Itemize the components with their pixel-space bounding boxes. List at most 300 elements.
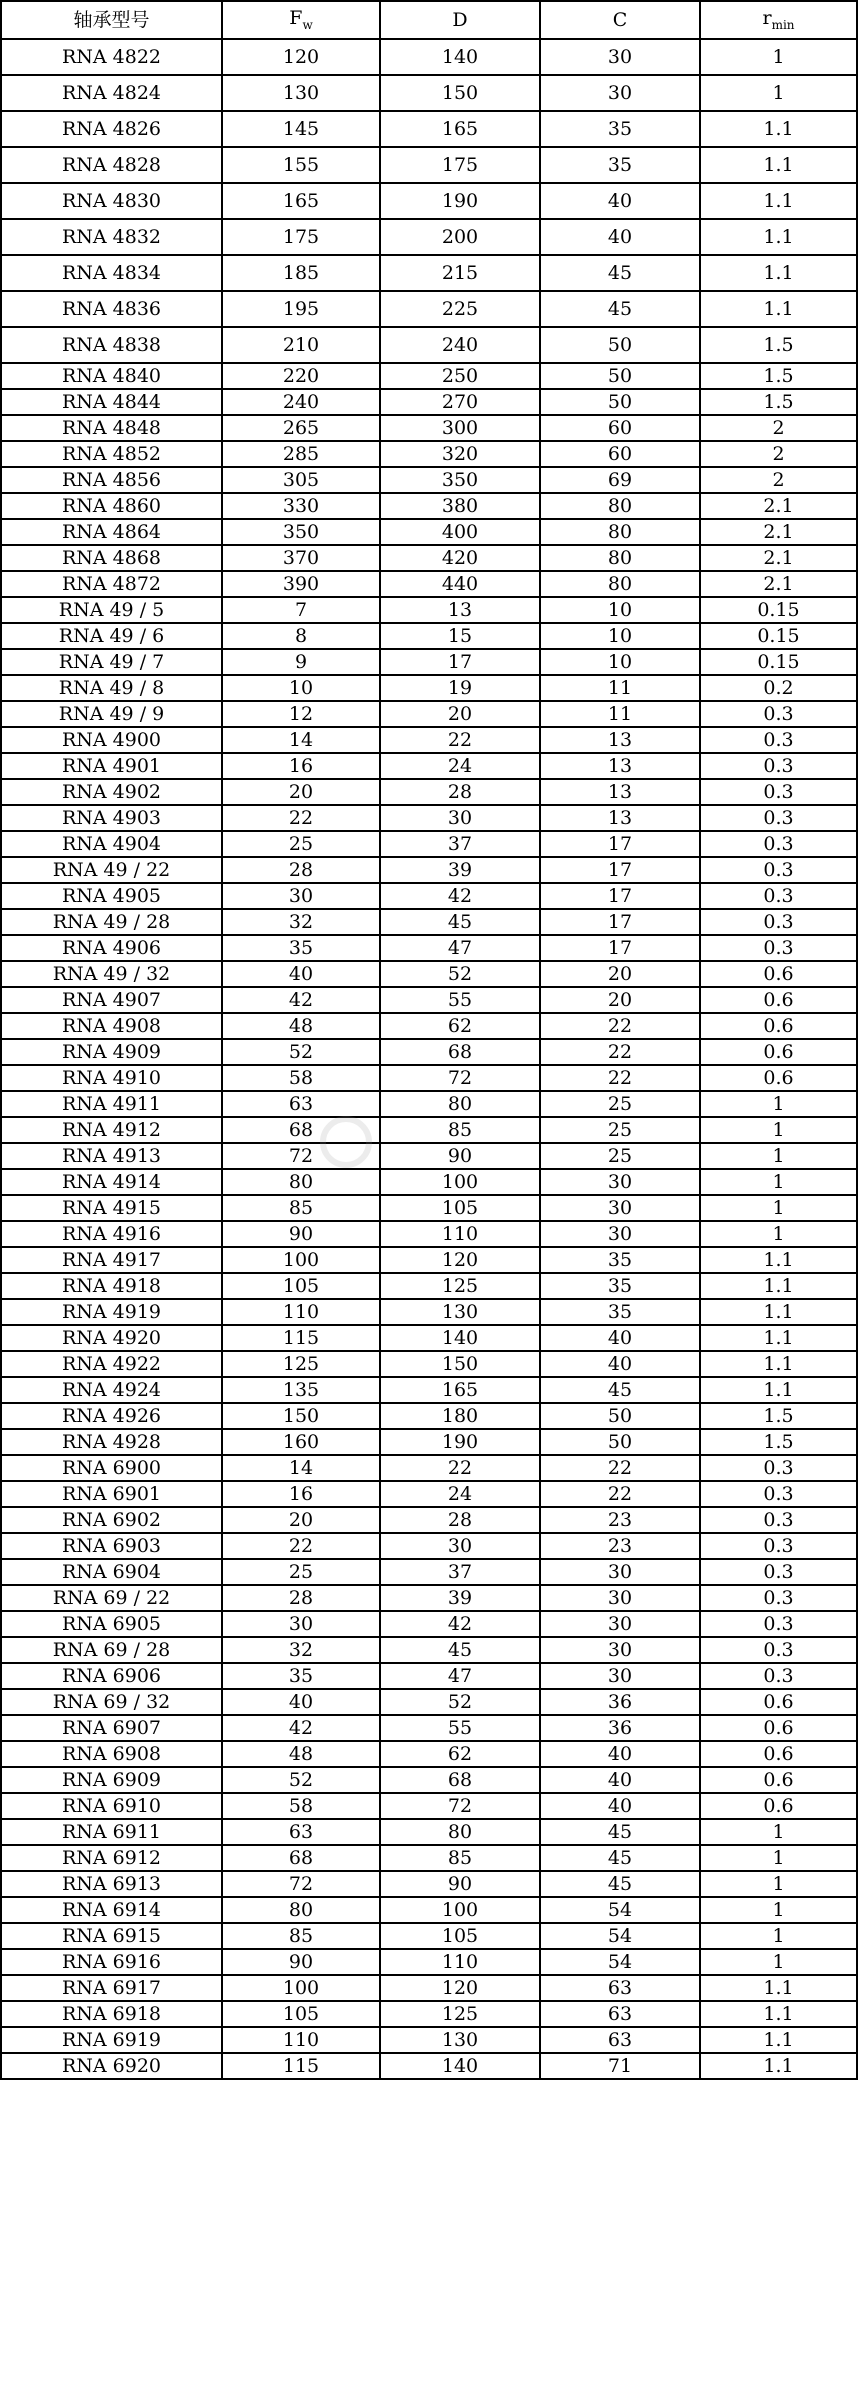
cell-rmin: 0.3: [700, 779, 857, 805]
cell-rmin: 1.1: [700, 1299, 857, 1325]
cell-d: 105: [380, 1923, 540, 1949]
cell-bearing-model: RNA 4904: [1, 831, 222, 857]
cell-bearing-model: RNA 4907: [1, 987, 222, 1013]
cell-c: 54: [540, 1897, 700, 1923]
cell-fw: 115: [222, 2053, 380, 2079]
cell-d: 90: [380, 1871, 540, 1897]
table-row: [1, 1481, 857, 1507]
cell-bearing-model: RNA 4902: [1, 779, 222, 805]
table-row: [1, 363, 857, 389]
cell-rmin: 1.5: [700, 389, 857, 415]
cell-rmin: 1: [700, 1897, 857, 1923]
cell-fw: 16: [222, 753, 380, 779]
cell-fw: 160: [222, 1429, 380, 1455]
cell-rmin: 0.3: [700, 805, 857, 831]
table-row: [1, 701, 857, 727]
table-row: [1, 545, 857, 571]
cell-bearing-model: RNA 4901: [1, 753, 222, 779]
table-row: [1, 1117, 857, 1143]
cell-rmin: 0.3: [700, 1533, 857, 1559]
cell-fw: 30: [222, 1611, 380, 1637]
cell-bearing-model: RNA 6915: [1, 1923, 222, 1949]
cell-c: 17: [540, 935, 700, 961]
cell-rmin: 0.6: [700, 961, 857, 987]
cell-c: 30: [540, 39, 700, 75]
cell-rmin: 2.1: [700, 545, 857, 571]
cell-fw: 52: [222, 1039, 380, 1065]
table-row: [1, 1429, 857, 1455]
cell-d: 39: [380, 1585, 540, 1611]
cell-c: 17: [540, 831, 700, 857]
cell-d: 28: [380, 1507, 540, 1533]
cell-bearing-model: RNA 4926: [1, 1403, 222, 1429]
cell-rmin: 1.1: [700, 1351, 857, 1377]
cell-c: 10: [540, 649, 700, 675]
table-row: [1, 1299, 857, 1325]
cell-d: 20: [380, 701, 540, 727]
table-row: [1, 2027, 857, 2053]
cell-d: 165: [380, 111, 540, 147]
cell-d: 90: [380, 1143, 540, 1169]
header-c: C: [540, 1, 700, 39]
cell-c: 30: [540, 1611, 700, 1637]
cell-fw: 22: [222, 805, 380, 831]
cell-c: 17: [540, 857, 700, 883]
cell-c: 30: [540, 75, 700, 111]
table-row: [1, 219, 857, 255]
cell-bearing-model: RNA 4909: [1, 1039, 222, 1065]
cell-d: 85: [380, 1845, 540, 1871]
cell-fw: 63: [222, 1091, 380, 1117]
cell-d: 125: [380, 2001, 540, 2027]
table-row: [1, 519, 857, 545]
cell-bearing-model: RNA 4826: [1, 111, 222, 147]
table-row: [1, 1637, 857, 1663]
cell-rmin: 1.1: [700, 219, 857, 255]
cell-d: 190: [380, 183, 540, 219]
cell-bearing-model: RNA 49 / 6: [1, 623, 222, 649]
cell-rmin: 1.1: [700, 1325, 857, 1351]
cell-bearing-model: RNA 69 / 22: [1, 1585, 222, 1611]
cell-c: 50: [540, 1403, 700, 1429]
cell-d: 28: [380, 779, 540, 805]
table-row: [1, 39, 857, 75]
cell-d: 42: [380, 1611, 540, 1637]
cell-c: 54: [540, 1949, 700, 1975]
cell-c: 80: [540, 493, 700, 519]
cell-fw: 40: [222, 1689, 380, 1715]
cell-d: 140: [380, 2053, 540, 2079]
cell-c: 30: [540, 1585, 700, 1611]
cell-bearing-model: RNA 4906: [1, 935, 222, 961]
cell-c: 69: [540, 467, 700, 493]
cell-bearing-model: RNA 4917: [1, 1247, 222, 1273]
cell-bearing-model: RNA 4872: [1, 571, 222, 597]
table-row: [1, 649, 857, 675]
cell-d: 250: [380, 363, 540, 389]
cell-fw: 16: [222, 1481, 380, 1507]
header-r-subscript: min: [771, 18, 795, 32]
cell-fw: 135: [222, 1377, 380, 1403]
cell-bearing-model: RNA 6913: [1, 1871, 222, 1897]
cell-c: 30: [540, 1637, 700, 1663]
cell-fw: 35: [222, 1663, 380, 1689]
cell-d: 100: [380, 1169, 540, 1195]
cell-d: 52: [380, 1689, 540, 1715]
cell-fw: 90: [222, 1221, 380, 1247]
table-row: [1, 327, 857, 363]
table-row: [1, 1403, 857, 1429]
cell-c: 23: [540, 1507, 700, 1533]
cell-rmin: 0.15: [700, 649, 857, 675]
cell-d: 140: [380, 1325, 540, 1351]
cell-c: 45: [540, 255, 700, 291]
cell-rmin: 2: [700, 441, 857, 467]
cell-rmin: 2.1: [700, 571, 857, 597]
cell-bearing-model: RNA 4911: [1, 1091, 222, 1117]
cell-fw: 155: [222, 147, 380, 183]
cell-fw: 30: [222, 883, 380, 909]
cell-fw: 35: [222, 935, 380, 961]
cell-bearing-model: RNA 4928: [1, 1429, 222, 1455]
cell-fw: 90: [222, 1949, 380, 1975]
cell-rmin: 0.3: [700, 1611, 857, 1637]
cell-d: 270: [380, 389, 540, 415]
cell-rmin: 0.3: [700, 1663, 857, 1689]
cell-rmin: 1: [700, 75, 857, 111]
cell-d: 400: [380, 519, 540, 545]
table-row: [1, 753, 857, 779]
cell-c: 45: [540, 1819, 700, 1845]
cell-c: 45: [540, 1377, 700, 1403]
cell-fw: 240: [222, 389, 380, 415]
cell-fw: 32: [222, 909, 380, 935]
table-row: [1, 1065, 857, 1091]
cell-fw: 52: [222, 1767, 380, 1793]
cell-c: 35: [540, 111, 700, 147]
cell-rmin: 1: [700, 1117, 857, 1143]
header-d: D: [380, 1, 540, 39]
cell-fw: 32: [222, 1637, 380, 1663]
cell-bearing-model: RNA 6903: [1, 1533, 222, 1559]
cell-rmin: 1.1: [700, 147, 857, 183]
cell-fw: 8: [222, 623, 380, 649]
cell-rmin: 1.1: [700, 1975, 857, 2001]
cell-fw: 390: [222, 571, 380, 597]
cell-fw: 14: [222, 727, 380, 753]
cell-c: 50: [540, 1429, 700, 1455]
cell-fw: 195: [222, 291, 380, 327]
cell-d: 175: [380, 147, 540, 183]
cell-d: 62: [380, 1013, 540, 1039]
cell-bearing-model: RNA 6905: [1, 1611, 222, 1637]
table-row: [1, 1351, 857, 1377]
cell-d: 68: [380, 1039, 540, 1065]
cell-c: 25: [540, 1117, 700, 1143]
cell-bearing-model: RNA 49 / 22: [1, 857, 222, 883]
table-row: [1, 1871, 857, 1897]
cell-fw: 105: [222, 2001, 380, 2027]
cell-c: 40: [540, 1767, 700, 1793]
cell-c: 30: [540, 1559, 700, 1585]
cell-c: 25: [540, 1143, 700, 1169]
header-fw: [222, 1, 380, 39]
table-row: [1, 291, 857, 327]
table-header: [1, 1, 857, 39]
cell-d: 30: [380, 805, 540, 831]
cell-c: 13: [540, 779, 700, 805]
cell-c: 22: [540, 1039, 700, 1065]
cell-d: 130: [380, 2027, 540, 2053]
cell-d: 30: [380, 1533, 540, 1559]
table-row: [1, 831, 857, 857]
cell-rmin: 0.3: [700, 857, 857, 883]
cell-rmin: 1: [700, 1091, 857, 1117]
table-row: [1, 183, 857, 219]
cell-c: 40: [540, 219, 700, 255]
cell-fw: 210: [222, 327, 380, 363]
cell-rmin: 1.1: [700, 111, 857, 147]
cell-bearing-model: RNA 4848: [1, 415, 222, 441]
cell-bearing-model: RNA 4824: [1, 75, 222, 111]
cell-bearing-model: RNA 49 / 7: [1, 649, 222, 675]
cell-d: 22: [380, 1455, 540, 1481]
cell-rmin: 0.3: [700, 1585, 857, 1611]
table-row: [1, 1273, 857, 1299]
cell-c: 13: [540, 805, 700, 831]
cell-c: 35: [540, 1247, 700, 1273]
cell-c: 40: [540, 1741, 700, 1767]
cell-c: 30: [540, 1195, 700, 1221]
cell-fw: 85: [222, 1195, 380, 1221]
cell-bearing-model: RNA 6911: [1, 1819, 222, 1845]
cell-rmin: 0.2: [700, 675, 857, 701]
cell-bearing-model: RNA 49 / 28: [1, 909, 222, 935]
cell-fw: 40: [222, 961, 380, 987]
cell-c: 80: [540, 545, 700, 571]
table-row: [1, 1533, 857, 1559]
cell-rmin: 0.3: [700, 727, 857, 753]
table-row: [1, 1377, 857, 1403]
cell-bearing-model: RNA 4920: [1, 1325, 222, 1351]
cell-fw: 68: [222, 1117, 380, 1143]
cell-d: 80: [380, 1091, 540, 1117]
cell-d: 13: [380, 597, 540, 623]
table-row: [1, 805, 857, 831]
cell-bearing-model: RNA 4834: [1, 255, 222, 291]
cell-d: 100: [380, 1897, 540, 1923]
cell-c: 25: [540, 1091, 700, 1117]
cell-d: 320: [380, 441, 540, 467]
cell-c: 20: [540, 987, 700, 1013]
table-row: [1, 1923, 857, 1949]
cell-fw: 175: [222, 219, 380, 255]
table-row: [1, 1793, 857, 1819]
cell-c: 11: [540, 701, 700, 727]
cell-d: 47: [380, 1663, 540, 1689]
cell-d: 72: [380, 1065, 540, 1091]
cell-c: 22: [540, 1013, 700, 1039]
cell-bearing-model: RNA 4838: [1, 327, 222, 363]
table-body: [1, 39, 857, 2079]
header-row: [1, 1, 857, 39]
cell-fw: 14: [222, 1455, 380, 1481]
cell-c: 60: [540, 415, 700, 441]
table-row: [1, 441, 857, 467]
cell-bearing-model: RNA 69 / 28: [1, 1637, 222, 1663]
cell-c: 80: [540, 571, 700, 597]
header-r-symbol: r: [762, 7, 772, 29]
cell-d: 37: [380, 831, 540, 857]
cell-rmin: 1.1: [700, 2027, 857, 2053]
cell-d: 47: [380, 935, 540, 961]
table-row: [1, 1767, 857, 1793]
cell-c: 22: [540, 1481, 700, 1507]
cell-c: 30: [540, 1221, 700, 1247]
cell-c: 50: [540, 327, 700, 363]
cell-fw: 125: [222, 1351, 380, 1377]
cell-c: 20: [540, 961, 700, 987]
cell-bearing-model: RNA 4913: [1, 1143, 222, 1169]
cell-c: 13: [540, 727, 700, 753]
cell-bearing-model: RNA 4856: [1, 467, 222, 493]
cell-rmin: 0.3: [700, 909, 857, 935]
cell-c: 23: [540, 1533, 700, 1559]
cell-fw: 9: [222, 649, 380, 675]
table-row: [1, 255, 857, 291]
table-row: [1, 935, 857, 961]
table-row: [1, 1611, 857, 1637]
cell-rmin: 0.3: [700, 1455, 857, 1481]
cell-rmin: 0.6: [700, 1741, 857, 1767]
cell-bearing-model: RNA 6904: [1, 1559, 222, 1585]
cell-rmin: 0.6: [700, 1065, 857, 1091]
cell-bearing-model: RNA 6906: [1, 1663, 222, 1689]
cell-rmin: 2: [700, 415, 857, 441]
cell-bearing-model: RNA 6907: [1, 1715, 222, 1741]
cell-fw: 42: [222, 1715, 380, 1741]
cell-rmin: 1: [700, 1923, 857, 1949]
cell-c: 63: [540, 2001, 700, 2027]
cell-c: 40: [540, 1351, 700, 1377]
cell-bearing-model: RNA 6918: [1, 2001, 222, 2027]
cell-rmin: 1.1: [700, 1247, 857, 1273]
table-row: [1, 1013, 857, 1039]
cell-rmin: 0.3: [700, 883, 857, 909]
cell-c: 22: [540, 1065, 700, 1091]
table-row: [1, 1975, 857, 2001]
header-bearing-model: 轴承型号: [1, 1, 222, 39]
cell-d: 380: [380, 493, 540, 519]
cell-rmin: 1.1: [700, 2053, 857, 2079]
table-row: [1, 467, 857, 493]
cell-fw: 42: [222, 987, 380, 1013]
cell-d: 37: [380, 1559, 540, 1585]
table-row: [1, 675, 857, 701]
cell-d: 80: [380, 1819, 540, 1845]
cell-rmin: 1.1: [700, 183, 857, 219]
cell-rmin: 1: [700, 39, 857, 75]
cell-fw: 105: [222, 1273, 380, 1299]
table-row: [1, 571, 857, 597]
cell-fw: 370: [222, 545, 380, 571]
cell-bearing-model: RNA 4903: [1, 805, 222, 831]
cell-fw: 115: [222, 1325, 380, 1351]
cell-bearing-model: RNA 4908: [1, 1013, 222, 1039]
cell-d: 420: [380, 545, 540, 571]
cell-d: 150: [380, 1351, 540, 1377]
table-row: [1, 597, 857, 623]
cell-d: 19: [380, 675, 540, 701]
cell-fw: 10: [222, 675, 380, 701]
header-fw-symbol: F: [289, 7, 303, 29]
table-row: [1, 389, 857, 415]
cell-fw: 145: [222, 111, 380, 147]
cell-fw: 25: [222, 1559, 380, 1585]
cell-fw: 220: [222, 363, 380, 389]
cell-d: 440: [380, 571, 540, 597]
cell-bearing-model: RNA 49 / 8: [1, 675, 222, 701]
cell-c: 36: [540, 1715, 700, 1741]
cell-rmin: 0.3: [700, 1507, 857, 1533]
table-row: [1, 1169, 857, 1195]
cell-fw: 285: [222, 441, 380, 467]
cell-bearing-model: RNA 4905: [1, 883, 222, 909]
cell-bearing-model: RNA 4922: [1, 1351, 222, 1377]
table-row: [1, 1507, 857, 1533]
cell-fw: 110: [222, 2027, 380, 2053]
cell-fw: 72: [222, 1871, 380, 1897]
cell-c: 63: [540, 2027, 700, 2053]
cell-bearing-model: RNA 6900: [1, 1455, 222, 1481]
cell-bearing-model: RNA 6919: [1, 2027, 222, 2053]
cell-bearing-model: RNA 4919: [1, 1299, 222, 1325]
cell-d: 68: [380, 1767, 540, 1793]
cell-rmin: 1: [700, 1221, 857, 1247]
table-row: [1, 75, 857, 111]
cell-d: 39: [380, 857, 540, 883]
cell-d: 350: [380, 467, 540, 493]
cell-c: 11: [540, 675, 700, 701]
table-row: [1, 961, 857, 987]
cell-d: 110: [380, 1949, 540, 1975]
cell-c: 35: [540, 1299, 700, 1325]
cell-rmin: 0.3: [700, 753, 857, 779]
cell-fw: 48: [222, 1741, 380, 1767]
cell-c: 22: [540, 1455, 700, 1481]
cell-fw: 12: [222, 701, 380, 727]
table-row: [1, 1559, 857, 1585]
cell-c: 30: [540, 1663, 700, 1689]
cell-d: 15: [380, 623, 540, 649]
cell-rmin: 1: [700, 1195, 857, 1221]
cell-fw: 130: [222, 75, 380, 111]
cell-d: 17: [380, 649, 540, 675]
table-row: [1, 1663, 857, 1689]
table-row: [1, 1325, 857, 1351]
cell-d: 55: [380, 987, 540, 1013]
cell-d: 24: [380, 1481, 540, 1507]
cell-d: 140: [380, 39, 540, 75]
table-row: [1, 1091, 857, 1117]
cell-bearing-model: RNA 4864: [1, 519, 222, 545]
cell-fw: 28: [222, 857, 380, 883]
cell-bearing-model: RNA 6909: [1, 1767, 222, 1793]
cell-fw: 22: [222, 1533, 380, 1559]
cell-bearing-model: RNA 4912: [1, 1117, 222, 1143]
cell-rmin: 0.6: [700, 1793, 857, 1819]
cell-d: 105: [380, 1195, 540, 1221]
